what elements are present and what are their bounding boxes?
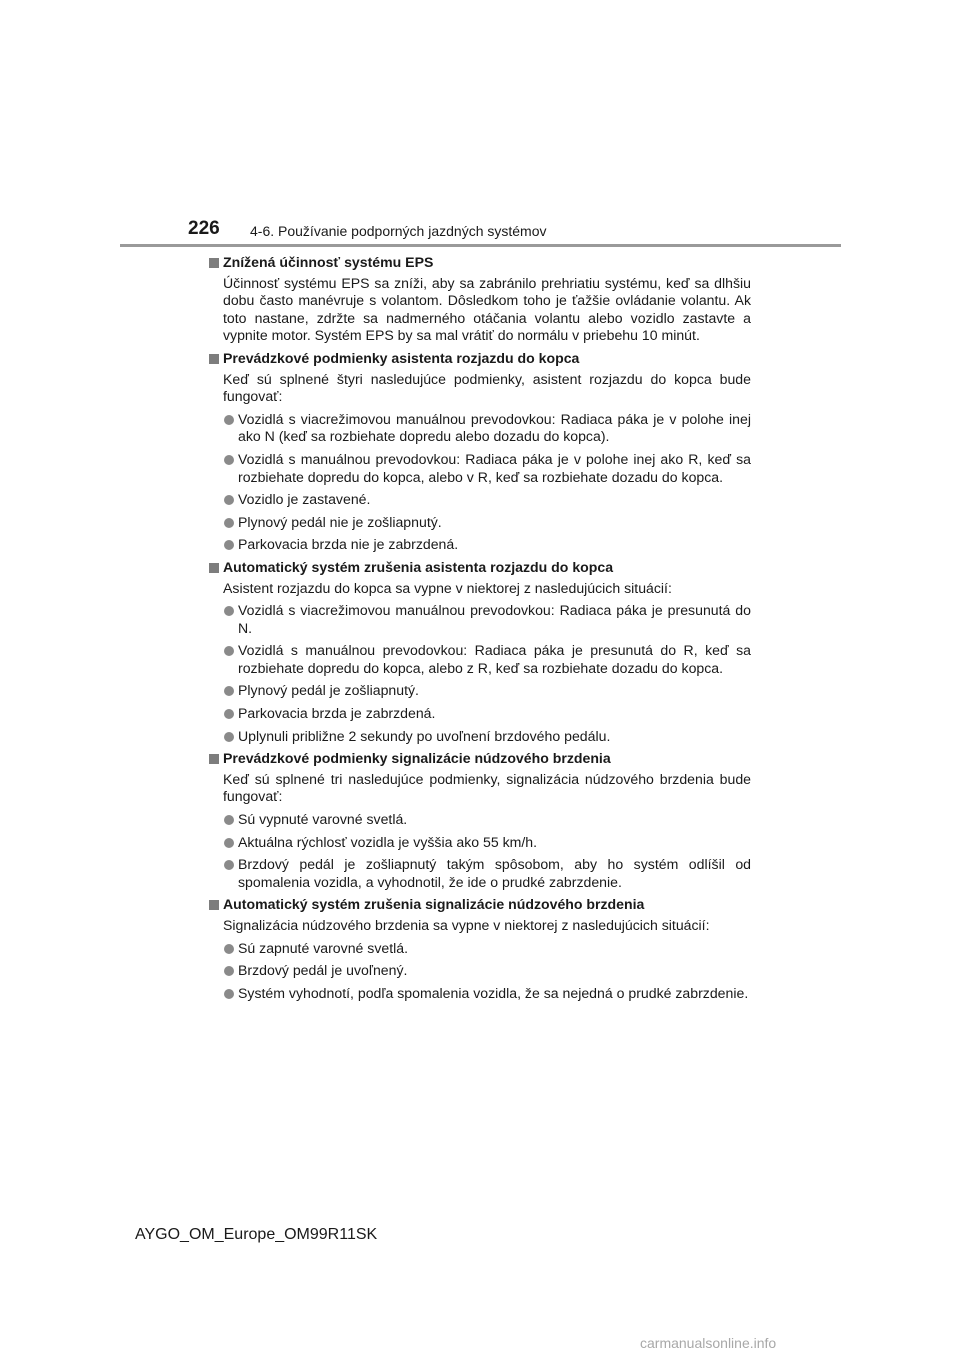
round-bullet-icon: [224, 815, 234, 825]
list-item: Vozidlo je zastavené.: [209, 491, 751, 509]
round-bullet-icon: [224, 838, 234, 848]
section-emergency-brake-conditions: [209, 750, 751, 891]
list-item: Uplynuli približne 2 sekundy po uvoľnení brzdového pedálu.: [209, 728, 751, 746]
section-hill-start-cancel: [209, 559, 751, 745]
round-bullet-icon: [224, 518, 234, 528]
round-bullet-icon: [224, 495, 234, 505]
watermark: carmanualsonline.info: [640, 1335, 777, 1351]
list-item: Sú zapnuté varovné svetlá.: [209, 940, 751, 958]
chapter-title: 4-6. Používanie podporných jazdných systémov: [250, 223, 547, 239]
section-heading: Automatický systém zrušenia signalizácie núdzového brzdenia: [209, 896, 751, 914]
square-bullet-icon: [209, 258, 219, 268]
round-bullet-icon: [224, 415, 234, 425]
section-eps-reduced: [209, 254, 751, 345]
round-bullet-icon: [224, 732, 234, 742]
section-paragraph: Signalizácia núdzového brzdenia sa vypne v niektorej z nasledujúcich situácií:: [223, 917, 710, 933]
list-item: Plynový pedál nie je zošliapnutý.: [209, 514, 751, 532]
list-item: Aktuálna rýchlosť vozidla je vyššia ako 55 km/h.: [209, 834, 751, 852]
square-bullet-icon: [209, 354, 219, 364]
section-paragraph: Účinnosť systému EPS sa zníži, aby sa zabránilo prehriatiu systému, keď sa dlhšiu dobu často manévruje s volantom. Dôsledkom toho je ťažšie ovládanie volantu. Ak toto nastane, zdržte sa nadmerného otáčania volantu alebo vozidlo zastavte a vypnite motor. Systém EPS by sa mal vrátiť do normálu v priebehu 10 minút.: [223, 274, 751, 344]
list-item: Vozidlá s manuálnou prevodovkou: Radiaca páka je presunutá do R, keď sa rozbiehate dopredu do kopca, alebo z R, keď sa rozbiehate dozadu do kopca.: [209, 642, 751, 677]
round-bullet-icon: [224, 989, 234, 999]
round-bullet-icon: [224, 944, 234, 954]
round-bullet-icon: [224, 540, 234, 550]
page-header: [0, 0, 960, 250]
section-heading: Prevádzkové podmienky asistenta rozjazdu do kopca: [209, 350, 751, 368]
list-item: Parkovacia brzda nie je zabrzdená.: [209, 536, 751, 554]
section-hill-start-conditions: [209, 350, 751, 554]
list-item: Brzdový pedál je zošliapnutý takým spôsobom, aby ho systém odlíšil od spomalenia vozidla, a vyhodnotil, že ide o prudké zabrzdenie.: [209, 856, 751, 891]
list-item: Plynový pedál je zošliapnutý.: [209, 682, 751, 700]
round-bullet-icon: [224, 966, 234, 976]
round-bullet-icon: [224, 709, 234, 719]
list-item: Vozidlá s viacrežimovou manuálnou prevodovkou: Radiaca páka je presunutá do N.: [209, 602, 751, 637]
list-item: Vozidlá s manuálnou prevodovkou: Radiaca páka je v polohe inej ako R, keď sa rozbiehate dopredu do kopca, alebo v R, keď sa rozbiehate dozadu do kopca.: [209, 451, 751, 486]
page-content: [209, 254, 751, 1007]
section-emergency-brake-cancel: [209, 896, 751, 1002]
section-paragraph: Keď sú splnené štyri nasledujúce podmienky, asistent rozjazdu do kopca bude fungovať:: [223, 370, 751, 405]
list-item: Parkovacia brzda je zabrzdená.: [209, 705, 751, 723]
list-item: Sú vypnuté varovné svetlá.: [209, 811, 751, 829]
list-item: Systém vyhodnotí, podľa spomalenia vozidla, že sa nejedná o prudké zabrzdenie.: [209, 985, 751, 1003]
section-heading: Znížená účinnosť systému EPS: [209, 254, 751, 272]
square-bullet-icon: [209, 754, 219, 764]
square-bullet-icon: [209, 900, 219, 910]
round-bullet-icon: [224, 455, 234, 465]
header-divider: [120, 244, 841, 247]
round-bullet-icon: [224, 860, 234, 870]
page-number: 226: [188, 218, 220, 239]
section-paragraph: Asistent rozjazdu do kopca sa vypne v niektorej z nasledujúcich situácií:: [223, 579, 672, 596]
document-id: AYGO_OM_Europe_OM99R11SK: [135, 1226, 378, 1243]
section-heading: Automatický systém zrušenia asistenta rozjazdu do kopca: [209, 559, 751, 577]
section-paragraph: Keď sú splnené tri nasledujúce podmienky, signalizácia núdzového brzdenia bude fungovať:: [223, 770, 751, 805]
square-bullet-icon: [209, 563, 219, 573]
round-bullet-icon: [224, 686, 234, 696]
list-item: Brzdový pedál je uvoľnený.: [209, 962, 751, 980]
list-item: Vozidlá s viacrežimovou manuálnou prevodovkou: Radiaca páka je v polohe inej ako N (keď sa rozbiehate dopredu alebo dozadu do kopca).: [209, 411, 751, 446]
round-bullet-icon: [224, 606, 234, 616]
section-heading: Prevádzkové podmienky signalizácie núdzového brzdenia: [209, 750, 751, 768]
round-bullet-icon: [224, 646, 234, 656]
